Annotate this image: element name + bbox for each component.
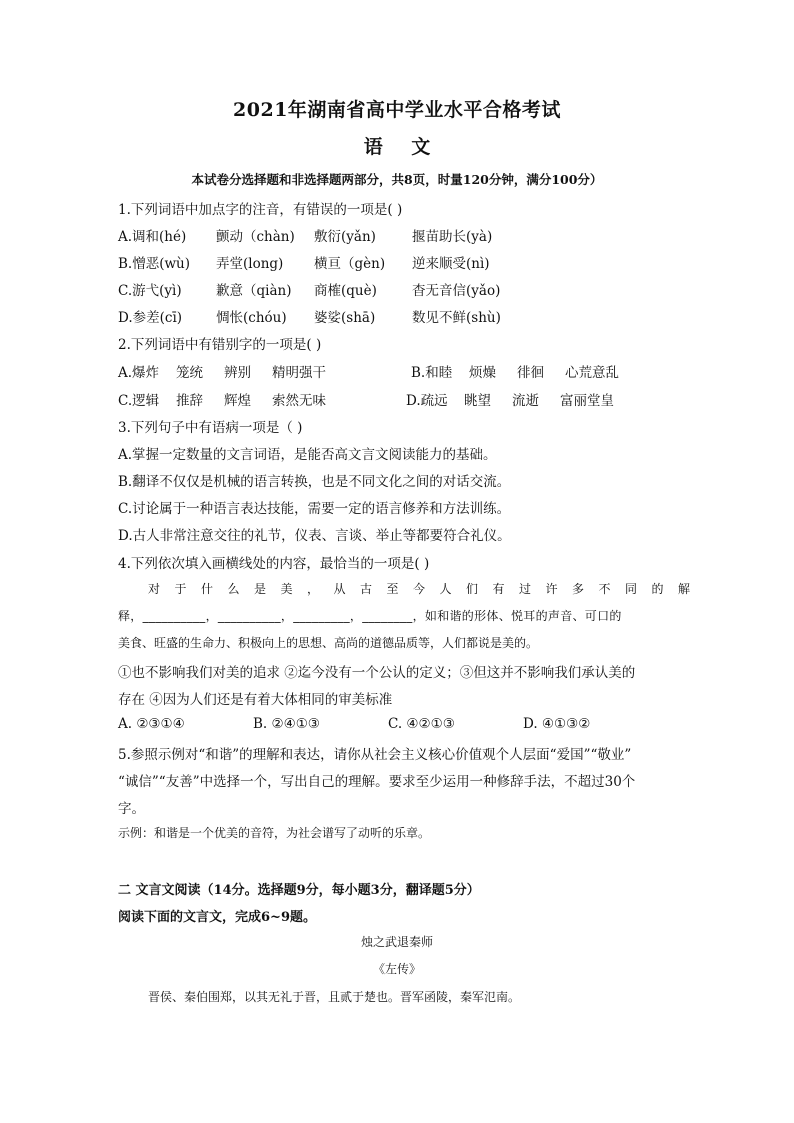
q2-c-4: 索然无味: [272, 393, 326, 409]
section2-instruction: 阅读下面的文言文，完成6~9题。: [118, 910, 316, 925]
q1-b-2: 弄堂(long): [216, 256, 284, 272]
subject-title: 语 文: [363, 136, 431, 158]
exam-notice: 本试卷分选择题和非选择题两部分，共8页，时量120分钟，满分100分）: [191, 172, 603, 187]
q2-c-2: 推辞: [176, 393, 203, 409]
q5-line-1: 5.参照示例对“和谐”的理解和表达，请你从社会主义核心价值观个人层面“爱国”“敬业”: [118, 747, 632, 763]
q1-b-1: B.憎恶(wù): [118, 256, 190, 272]
exam-title: 2021年湖南省高中学业水平合格考试: [233, 99, 561, 121]
section2-heading: 二 文言文阅读（14分。选择题9分，每小题3分，翻译题5分）: [118, 883, 480, 898]
q2-b-1: B.和睦: [411, 365, 453, 381]
q2-b-2: 烦燥: [469, 365, 496, 381]
q1-option-a: [118, 225, 492, 245]
q4-choices-line-1: ①也不影响我们对美的追求 ②迄今没有一个公认的定义；③但这并不影响我们承认美的: [118, 665, 636, 681]
q1-option-d: [118, 306, 501, 326]
q2-d-1: D.疏远: [406, 393, 448, 409]
q3-option-b: B.翻译不仅仅是机械的语言转换，也是不同文化之间的对话交流。: [118, 474, 511, 490]
q1-a-2: 颤动（chàn): [216, 229, 295, 245]
q1-stem: 1.下列词语中加点字的注音，有错误的一项是( ): [118, 202, 403, 218]
q1-a-4: 揠苗助长(yà): [412, 229, 493, 245]
q5-example: 示例：和谐是一个优美的音符，为社会谱写了动听的乐章。: [118, 826, 431, 840]
q4-answers: [118, 716, 658, 732]
q2-a-3: 辨别: [224, 365, 251, 381]
classical-text-source: 《左传》: [372, 962, 421, 976]
q2-d-4: 富丽堂皇: [560, 393, 614, 409]
q5-line-2: “诚信”“友善”中选择一个，写出自己的理解。要求至少运用一种修辞手法，不超过30个: [118, 774, 636, 790]
q1-d-1: D.参差(cī): [118, 310, 183, 326]
q1-c-2: 歉意（qiàn): [216, 283, 292, 299]
q4-passage-line-2: 释，__________，__________，_________，________，如和谐的形体、悦耳的声音、可口的: [118, 609, 622, 623]
q4-answer-d: D. ④①③②: [523, 716, 591, 732]
q3-option-a: A.掌握一定数量的文言词语，是能否高文言文阅读能力的基础。: [118, 447, 497, 463]
q2-option-row-cd: [118, 389, 614, 409]
classical-text-first-line: 晋侯、秦伯围郑，以其无礼于晋，且贰于楚也。晋军函陵，秦军氾南。: [148, 990, 521, 1004]
q1-b-4: 逆来顺受(nì): [412, 256, 490, 272]
q2-b-3: 徘徊: [517, 365, 544, 381]
q4-answer-c: C. ④②①③: [388, 716, 455, 732]
q1-c-1: C.游弋(yì): [118, 283, 182, 299]
q1-c-4: 杳无音信(yǎo): [412, 283, 501, 299]
q2-a-4: 精明强干: [272, 365, 326, 381]
q4-passage-line-3: 美食、旺盛的生命力、积极向上的思想、高尚的道德品质等，人们都说是美的。: [118, 636, 539, 650]
q2-a-2: 笼统: [176, 365, 203, 381]
q4-stem: 4.下列依次填入画横线处的内容，最恰当的一项是( ): [118, 556, 430, 572]
q2-a-1: A.爆炸: [118, 365, 160, 381]
q2-d-3: 流逝: [512, 393, 539, 409]
q1-b-3: 横亘（gèn): [314, 256, 386, 272]
q5-line-3: 字。: [118, 801, 145, 817]
q2-b-4: 心荒意乱: [565, 365, 619, 381]
q2-option-row-ab: [118, 361, 619, 381]
q3-stem: 3.下列句子中有语病一项是（ ): [118, 420, 303, 436]
q1-a-3: 敷衍(yǎn): [314, 229, 376, 245]
q3-option-c: C.讨论属于一种语言表达技能，需要一定的语言修养和方法训练。: [118, 501, 511, 517]
q3-option-d: D.古人非常注意交往的礼节，仪表、言谈、举止等都要符合礼仪。: [118, 528, 511, 544]
q1-c-3: 商榷(què): [314, 283, 377, 299]
q1-option-b: [118, 252, 490, 272]
q1-d-3: 婆娑(shā): [314, 310, 376, 326]
q1-a-1: A.调和(hé): [118, 229, 187, 245]
q2-c-1: C.逻辑: [118, 393, 160, 409]
q4-answer-b: B. ②④①③: [253, 716, 320, 732]
q4-choices-line-2: 存在 ④因为人们还是有着大体相同的审美标准: [118, 692, 393, 708]
q1-option-c: [118, 279, 500, 299]
q2-stem: 2.下列词语中有错别字的一项是( ): [118, 337, 322, 353]
classical-text-title: 烛之武退秦师: [360, 935, 433, 949]
q2-c-3: 辉煌: [224, 393, 251, 409]
q1-d-4: 数见不鲜(shù): [412, 310, 501, 326]
q2-d-2: 眺望: [464, 393, 491, 409]
q1-d-2: 惆怅(chóu): [216, 310, 287, 326]
q4-passage-line-1: 对于什么是美，从古至今人们有过许多不同的解: [148, 582, 705, 596]
q4-answer-a: A. ②③①④: [118, 716, 185, 732]
